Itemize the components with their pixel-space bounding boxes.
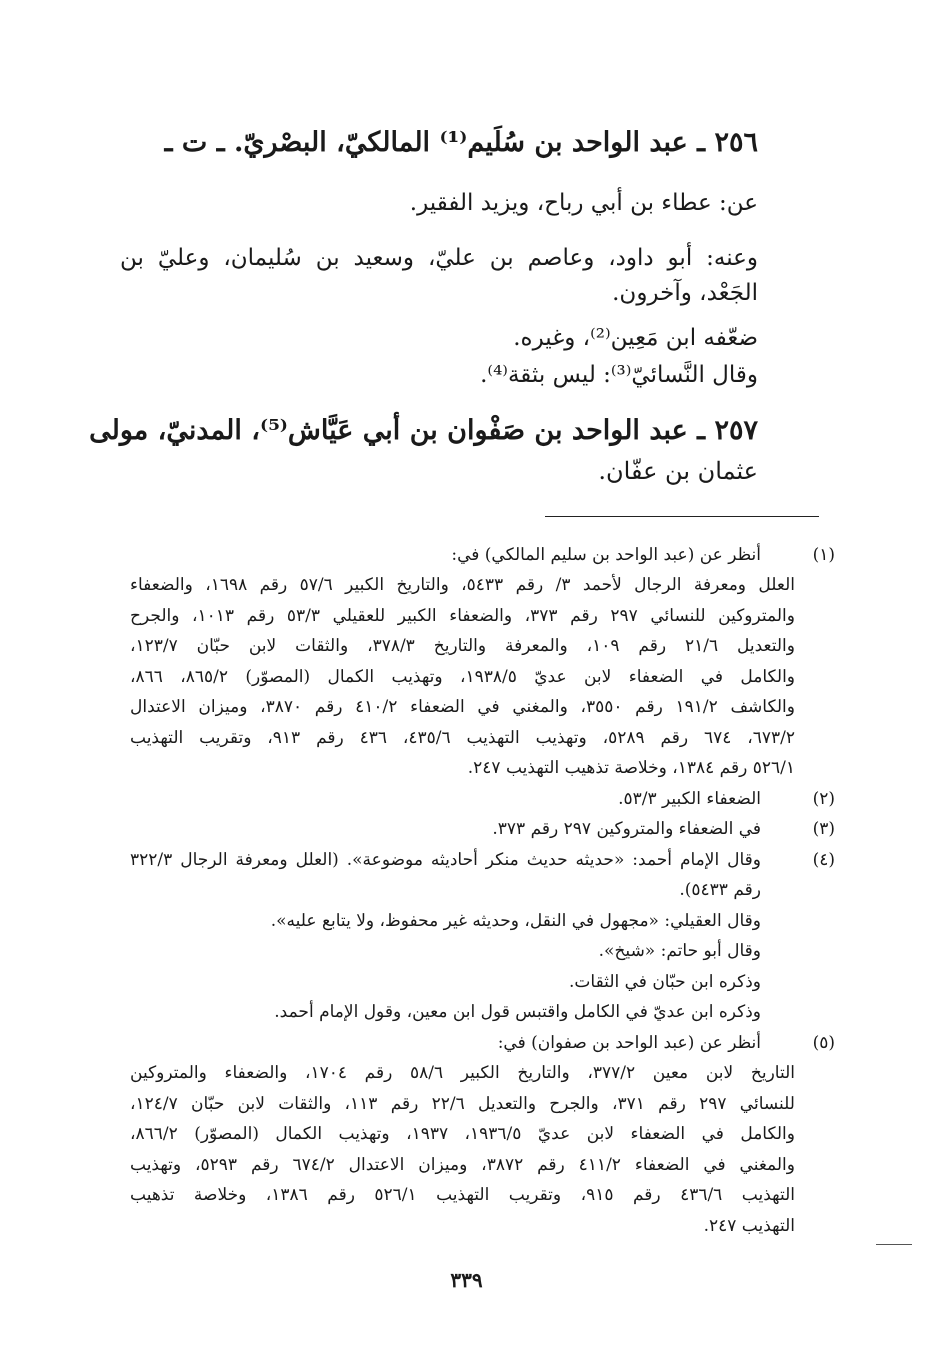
footnote-3-number: (٣) <box>812 819 835 839</box>
footnote-1-line: ٦٧٣/٢، ٦٧٤ رقم ٥٢٨٩، وتهذيب التهذيب ٤٣٥/٦، ٤٣٦ رقم ٩١٣، وتقريب التهذيب <box>130 728 796 748</box>
footnote-5-line: التاريخ لابن معين ٣٧٧/٢، والتاريخ الكبير ٥٨/٦ رقم ١٧٠٤، والضعفاء والمتروكين <box>130 1063 795 1083</box>
footnote-4-line: رقم ٥٤٣٣). <box>679 880 761 900</box>
entry-256-students-line2: الجَعْد، وآخرون. <box>612 280 758 306</box>
footnote-2-line: الضعفاء الكبير ٥٣/٣. <box>618 789 761 809</box>
entry-257-title-line1: ٢٥٧ ـ عبد الواحد بن صَفْوان بن أبي عَيَّاش⁽⁵⁾، المدنيّ، مولى <box>89 415 758 446</box>
footnote-1-line: والكاشف ١٩١/٢ رقم ٣٥٥٠، والمغني في الضعفاء ٤١٠/٢ رقم ٣٨٧٠، وميزان الاعتدال <box>130 697 795 717</box>
footnote-2-number: (٢) <box>812 789 835 809</box>
footnote-1-line: والمتروكين للنسائي ٢٩٧ رقم ٣٧٣، والضعفاء الكبير للعقيلي ٥٣/٣ رقم ١٠١٣، والجرح <box>130 606 795 626</box>
footnote-4-number: (٤) <box>812 850 835 870</box>
footnote-4-line: وقال العقيلي: «مجهول في النقل، وحديثه غير محفوظ، ولا يتابع عليه». <box>270 911 761 931</box>
footnote-5-line: للنسائي ٢٩٧ رقم ٣٧١، والجرح والتعديل ٢٢/٦ رقم ١١٣، والثقات لابن حبّان ١٢٤/٧، <box>130 1094 795 1114</box>
footnote-1-number: (١) <box>812 545 835 565</box>
footnote-5-line: أنظر عن (عبد الواحد بن صفوان) في: <box>497 1033 761 1053</box>
entry-256-weakened: ضعّفه ابن مَعِين⁽²⁾، وغيره. <box>513 325 758 351</box>
footnote-4-line: وقال الإمام أحمد: «حديثه حديث منكر أحاديثه موضوعة». (العلل ومعرفة الرجال ٣٢٢/٣ <box>130 850 761 870</box>
footnote-1-line: أنظر عن (عبد الواحد بن سليم المالكي) في: <box>451 545 761 565</box>
entry-257-title-line2: عثمان بن عفّان. <box>598 457 758 485</box>
footnote-4-line: وذكره ابن حبّان في الثقات. <box>569 972 761 992</box>
footnote-5-line: التهذيب ٤٣٦/٦ رقم ٩١٥، وتقريب التهذيب ٥٢٦/١ رقم ١٣٨٦، وخلاصة تذهيب <box>130 1185 796 1205</box>
footnote-5-line: والمغني في الضعفاء ٤١١/٢ رقم ٣٨٧٢، وميزان الاعتدال ٦٧٤/٢ رقم ٥٢٩٣، وتهذيب <box>130 1155 795 1175</box>
footnote-5-line: التهذيب ٢٤٧. <box>703 1216 795 1236</box>
footnote-5-number: (٥) <box>812 1033 835 1053</box>
entry-256-students-line1: وعنه: أبو داود، وعاصم بن عليّ، وسعيد بن سُليمان، وعليّ بن <box>120 245 758 271</box>
footnote-1-line: والتعديل ٢١/٦ رقم ١٠٩، والمعرفة والتاريخ ٣٧٨/٣، والثقات لابن حبّان ١٢٣/٧، <box>130 636 795 656</box>
footnote-4-line: وقال أبو حاتم: «شيخ». <box>598 941 761 961</box>
footnote-5-line: والكامل في الضعفاء لابن عديّ ١٩٣٦/٥، ١٩٣٧، وتهذيب الكمال (المصوّر) ٨٦٦/٢، <box>130 1124 795 1144</box>
entry-256-teachers: عن: عطاء بن أبي رباح، ويزيد الفقير. <box>409 190 758 216</box>
entry-256-nasai: وقال النَّسائيّ⁽³⁾: ليس بثقة⁽⁴⁾. <box>480 362 758 388</box>
footnote-1-line: العلل ومعرفة الرجال لأحمد ٣/ رقم ٥٤٣٣، والتاريخ الكبير ٥٧/٦ رقم ١٦٩٨، والضعفاء <box>130 575 795 595</box>
footnote-4-line: وذكره ابن عديّ في الكامل واقتبس قول ابن معين، وقول الإمام أحمد. <box>274 1002 761 1022</box>
margin-mark <box>876 1244 912 1245</box>
footnote-1-line: ٥٢٦/١ رقم ١٣٨٤، وخلاصة تذهيب التهذيب ٢٤٧. <box>467 758 795 778</box>
footnote-3-line: في الضعفاء والمتروكين ٢٩٧ رقم ٣٧٣. <box>492 819 761 839</box>
page-number: ٣٣٩ <box>450 1268 483 1292</box>
entry-256-title: ٢٥٦ ـ عبد الواحد بن سُلَيم⁽¹⁾ المالكيّ، البصْريّ. ـ ت ـ <box>164 127 758 158</box>
footnote-divider <box>545 516 819 517</box>
footnote-1-line: والكامل في الضعفاء لابن عديّ ١٩٣٨/٥، وتهذيب الكمال (المصوّر) ٨٦٥/٢، ٨٦٦، <box>130 667 796 687</box>
